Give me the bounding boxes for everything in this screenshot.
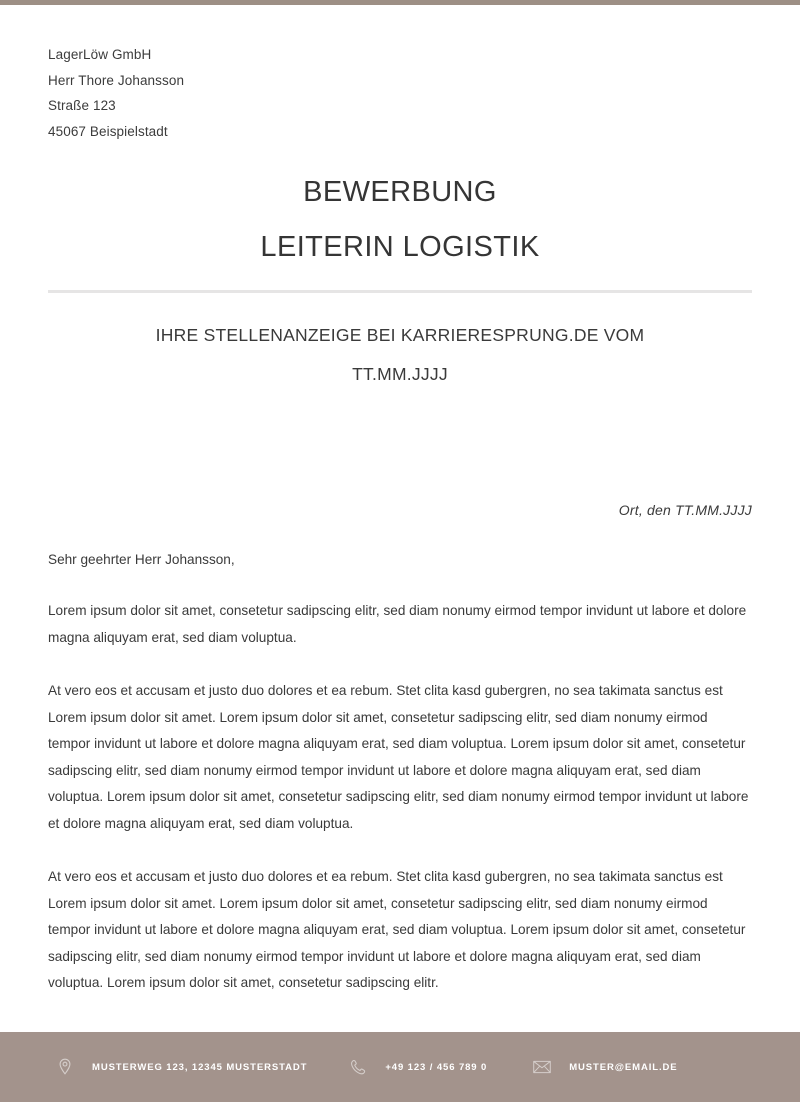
body-paragraph: At vero eos et accusam et justo duo dolores et ea rebum. Stet clita kasd gubergren, no sea takimata sanctus est Lorem ipsum dolor sit amet. Lorem ipsum dolor sit amet, consetetur sadipscing elitr, sed diam nonumy eirmod tempor invidunt ut labore et dolore magna aliquyam erat, sed diam voluptua. Lorem ipsum dolor sit amet, consetetur sadipscing elitr, sed diam nonumy eirmod tempor invidunt ut labore et dolore magna aliquyam erat, sed diam voluptua. Lorem ipsum dolor sit amet, consetetur sadipscing elitr, sed diam nonumy eirmod tempor invidunt ut labore et dolore magna aliquyam erat, sed diam voluptua. <box>48 683 749 831</box>
subject-line-1: IHRE STELLENANZEIGE BEI KARRIERESPRUNG.DE VOM <box>155 325 645 345</box>
body-paragraph: Lorem ipsum dolor sit amet, consetetur sadipscing elitr, sed diam nonumy eirmod tempor invidunt ut labore et dolore magna aliquyam erat, sed diam voluptua. <box>48 603 747 645</box>
page-subtitle-position: LEITERIN LOGISTIK <box>260 231 540 263</box>
recipient-address-block <box>48 0 752 144</box>
recipient-company: LagerLöw GmbH <box>48 47 152 62</box>
document-title-group <box>48 165 752 275</box>
title-divider <box>48 290 752 293</box>
document-content <box>48 0 752 997</box>
salutation: Sehr geehrter Herr Johansson, <box>48 552 235 567</box>
recipient-person: Herr Thore Johansson <box>48 72 185 88</box>
footer-email-text: MUSTER@EMAIL.DE <box>569 1061 678 1073</box>
subject-line-2: TT.MM.JJJJ <box>352 364 448 384</box>
recipient-city: 45067 Beispielstadt <box>48 123 168 139</box>
envelope-icon <box>533 1058 551 1076</box>
footer-phone-text: +49 123 / 456 789 0 <box>385 1061 488 1073</box>
footer-contact-bar <box>0 1032 800 1102</box>
phone-icon <box>349 1058 367 1076</box>
footer-address-text: MUSTERWEG 123, 12345 MUSTERSTADT <box>92 1061 308 1073</box>
page-title: BEWERBUNG <box>303 176 497 208</box>
date-line: Ort, den TT.MM.JJJJ <box>618 502 752 518</box>
subject-block <box>48 316 752 394</box>
footer-email-item <box>533 1058 677 1076</box>
body-paragraph: At vero eos et accusam et justo duo dolores et ea rebum. Stet clita kasd gubergren, no sea takimata sanctus est Lorem ipsum dolor sit amet. Lorem ipsum dolor sit amet, consetetur sadipscing elitr, sed diam nonumy eirmod tempor invidunt ut labore et dolore magna aliquyam erat, sed diam voluptua. Lorem ipsum dolor sit amet, consetetur sadipscing elitr, sed diam nonumy eirmod tempor invidunt ut labore et dolore magna aliquyam erat, sed diam voluptua. Lorem ipsum dolor sit amet, consetetur sadipscing elitr. <box>48 869 746 990</box>
location-pin-icon <box>56 1058 74 1076</box>
recipient-street: Straße 123 <box>48 98 116 113</box>
footer-address-item <box>56 1058 307 1076</box>
footer-phone-item <box>349 1058 487 1076</box>
